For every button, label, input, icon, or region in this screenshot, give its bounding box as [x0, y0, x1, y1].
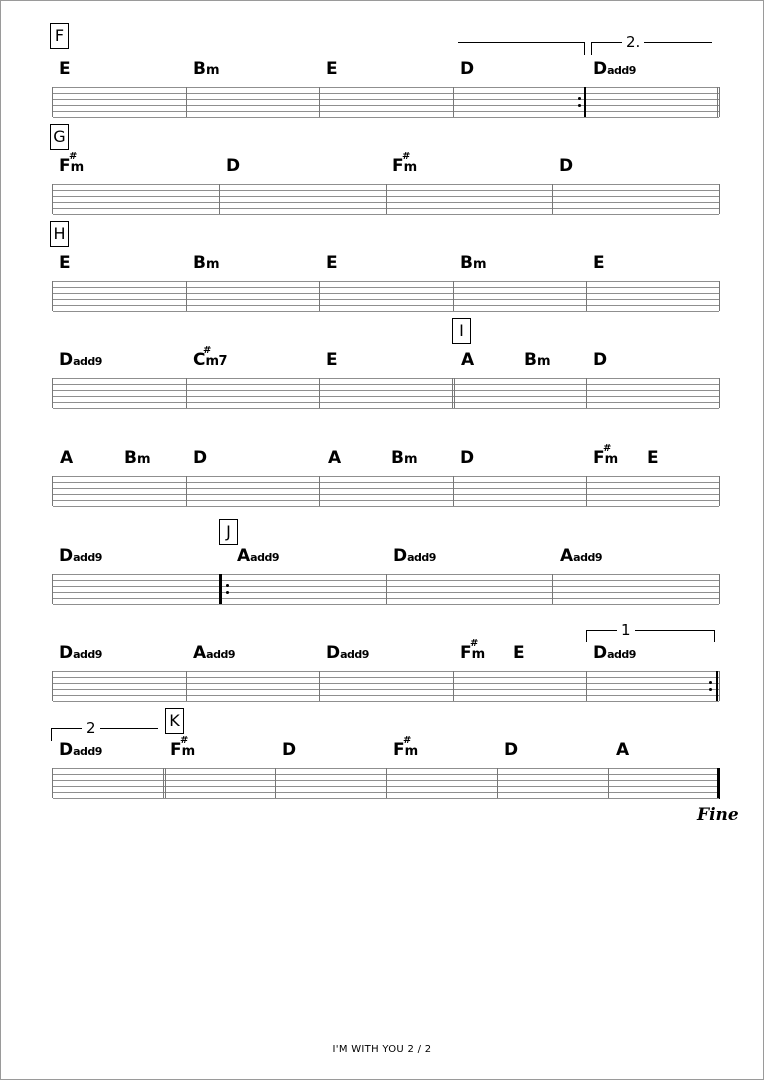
chord: Dadd9 — [59, 740, 102, 760]
chord: Aadd9 — [193, 643, 235, 663]
system-row-4 — [1, 322, 763, 420]
chord: F # m — [392, 151, 417, 176]
chord: A — [461, 350, 475, 370]
system-row-5 — [1, 420, 763, 518]
rehearsal-mark-k: K — [165, 708, 184, 734]
chord: Aadd9 — [237, 546, 279, 566]
system-row-7 — [1, 615, 763, 713]
rehearsal-mark-f: F — [50, 23, 69, 49]
chord: Aadd9 — [560, 546, 602, 566]
chord: D — [282, 740, 297, 760]
chord: E — [59, 253, 71, 273]
chord: F # m — [393, 735, 418, 760]
chord: Dadd9 — [59, 643, 102, 663]
chord: Dadd9 — [59, 350, 102, 370]
system-row-8 — [1, 712, 763, 810]
volta-label-2: 2 — [82, 719, 100, 737]
chord: F # m — [59, 151, 84, 176]
volta-bracket-1 — [458, 42, 585, 55]
chord: D — [193, 448, 208, 468]
chord: E — [326, 253, 338, 273]
chord: Dadd9 — [59, 546, 102, 566]
chord: Dadd9 — [326, 643, 369, 663]
repeat-start-dots — [226, 582, 230, 596]
volta-label-2: 2. — [622, 33, 644, 51]
chord: A — [328, 448, 342, 468]
chord: D — [460, 448, 475, 468]
chord: A — [60, 448, 74, 468]
fine-marking: Fine — [697, 805, 739, 825]
rehearsal-mark-g: G — [50, 124, 69, 150]
rehearsal-mark-h: H — [50, 221, 69, 247]
system-row-2 — [1, 128, 763, 226]
staff — [52, 281, 720, 311]
staff — [52, 476, 720, 506]
chord: Dadd9 — [593, 59, 636, 79]
chord: F # m — [593, 443, 618, 468]
chord: D — [226, 156, 241, 176]
chord: F # m — [170, 735, 195, 760]
chord: Dadd9 — [393, 546, 436, 566]
chord: Bm — [124, 448, 151, 468]
system-row-1 — [1, 26, 763, 129]
double-bar — [452, 378, 455, 409]
chord: D — [559, 156, 574, 176]
chord: Bm — [524, 350, 551, 370]
rehearsal-mark-i: I — [452, 318, 471, 344]
chord: D — [593, 350, 608, 370]
chord: D — [460, 59, 475, 79]
chord: E — [593, 253, 605, 273]
chord: D — [504, 740, 519, 760]
chord: Bm — [193, 253, 220, 273]
rehearsal-mark-j: J — [219, 519, 238, 545]
chord: E — [513, 643, 525, 663]
staff — [52, 87, 720, 117]
volta-bracket-2 — [591, 33, 712, 55]
chord: Bm — [460, 253, 487, 273]
repeat-start-bar — [219, 574, 222, 605]
staff — [52, 768, 720, 798]
staff — [52, 671, 720, 701]
double-bar — [163, 768, 166, 799]
chord: Bm — [193, 59, 220, 79]
volta-label-1: 1 — [617, 621, 635, 639]
system-row-3 — [1, 225, 763, 323]
volta-bracket-ending-1 — [586, 621, 715, 642]
system-row-6 — [1, 518, 763, 616]
chord: Dadd9 — [593, 643, 636, 663]
chord: C # m7 — [193, 345, 228, 370]
staff — [52, 574, 720, 604]
final-bar — [717, 768, 720, 799]
chord: E — [59, 59, 71, 79]
repeat-end-bar — [584, 87, 586, 118]
chord: Bm — [391, 448, 418, 468]
chord: A — [616, 740, 630, 760]
repeat-end-dots — [578, 95, 582, 109]
staff — [52, 184, 720, 214]
chord: E — [326, 350, 338, 370]
repeat-end-dots — [709, 679, 713, 693]
staff — [52, 378, 720, 408]
page-footer: I'M WITH YOU 2 / 2 — [332, 1044, 432, 1055]
chord: E — [647, 448, 659, 468]
chord: E — [326, 59, 338, 79]
repeat-end-bar — [716, 671, 718, 702]
chord: F # m — [460, 638, 485, 663]
